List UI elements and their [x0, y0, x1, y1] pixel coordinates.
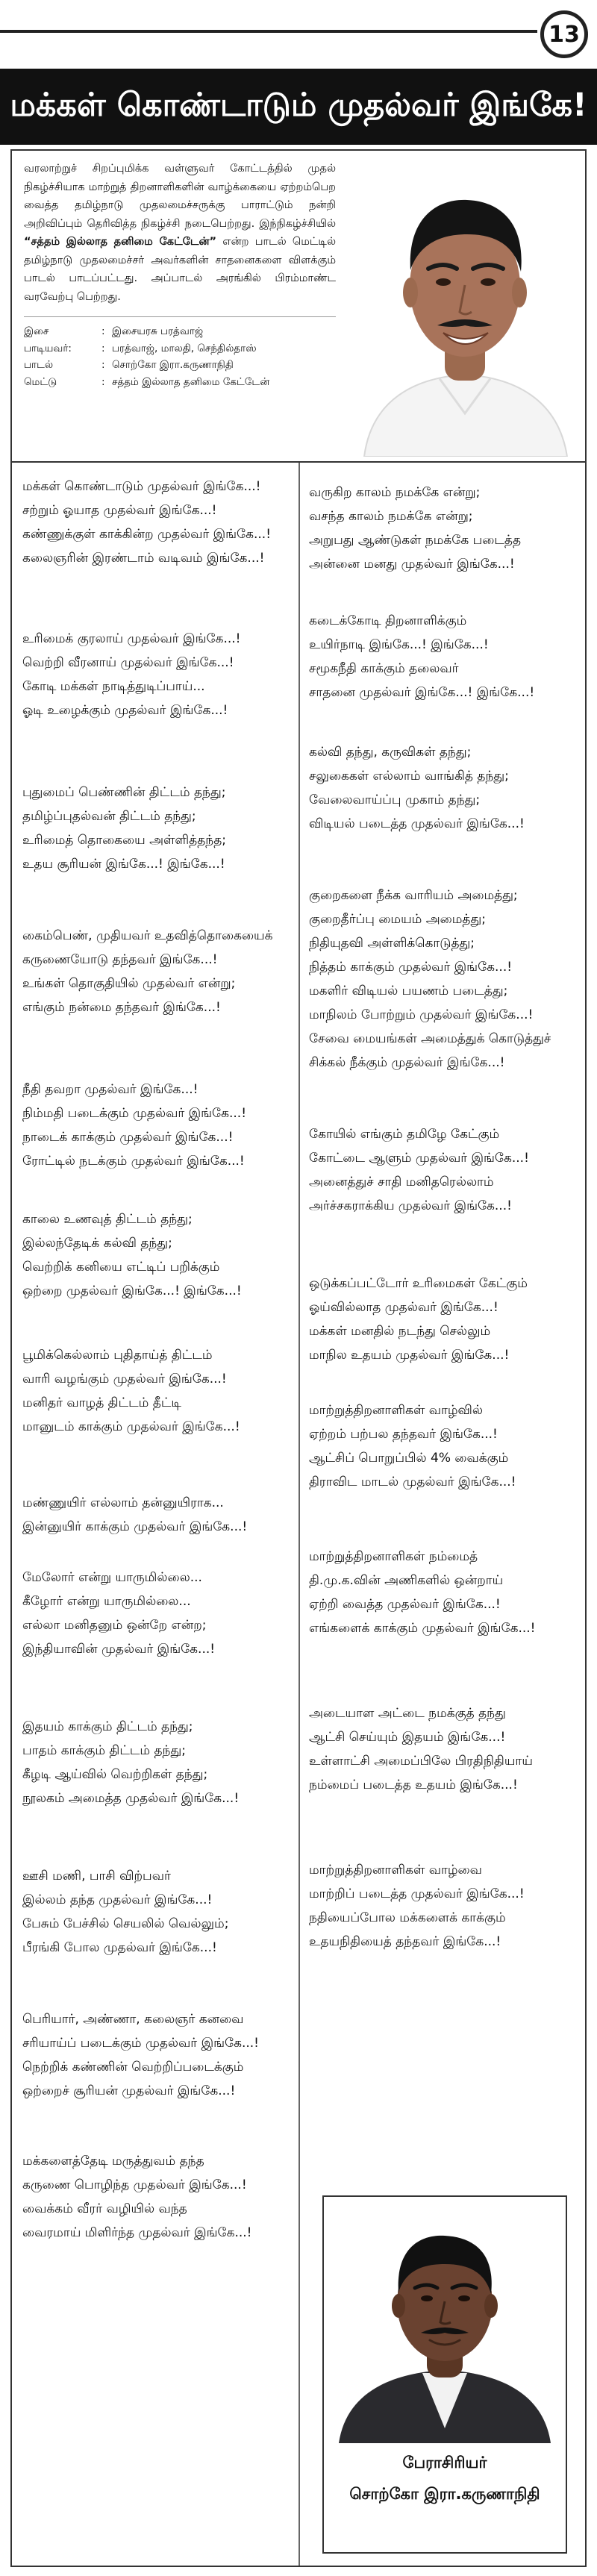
poem-line: பேசும் பேச்சில் செயலில் வெல்லும்;: [22, 1916, 229, 1931]
poem-line: எல்லா மனிதனும் ஒன்றே என்ற;: [22, 1618, 207, 1633]
poem-line: கீழோர் என்று யாருமில்லை...: [22, 1594, 191, 1609]
poem-line: கல்வி தந்து, கருவிகள் தந்து;: [309, 745, 472, 760]
poem-line: பாதம் காக்கும் திட்டம் தந்து;: [22, 1743, 186, 1758]
poem-line: கருணை பொழிந்த முதல்வர் இங்கே...!: [22, 2178, 247, 2192]
poem-stanza: [22, 1566, 293, 1661]
poem-line: சற்றும் ஓயாத முதல்வர் இங்கே...!: [22, 503, 217, 518]
poem-line: நித்தம் காக்கும் முதல்வர் இங்கே...!: [309, 960, 513, 975]
credit-row: [24, 374, 336, 391]
poem-line: மேலோர் என்று யாருமில்லை...: [22, 1570, 202, 1585]
poem-stanza: [22, 1864, 293, 1960]
poem-line: திராவிட மாடல் முதல்வர் இங்கே...!: [309, 1475, 516, 1489]
poem-stanza: [309, 1398, 579, 1494]
poem-line: மனிதர் வாழத் திட்டம் தீட்டி: [22, 1395, 181, 1410]
poem-line: ஆட்சி செய்யும் இதயம் இங்கே...!: [309, 1730, 506, 1745]
poem-stanza: [309, 1122, 579, 1218]
poem-stanza: [22, 2149, 293, 2245]
poem-line: எங்கும் நன்மை தந்தவர் இங்கே...!: [22, 1000, 221, 1015]
poem-line: இல்லம் தந்த முதல்வர் இங்கே...!: [22, 1892, 213, 1907]
poem-line: கோட்டை ஆளும் முதல்வர் இங்கே...!: [309, 1151, 529, 1166]
chief-minister-photo: [349, 160, 581, 457]
poem-line: சிக்கல் நீக்கும் முதல்வர் இங்கே...!: [309, 1055, 505, 1070]
poem-line: வேலைவாய்ப்பு முகாம் தந்து;: [309, 793, 481, 807]
intro-text-part: வரலாற்றுச் சிறப்புமிக்க வள்ளுவர் கோட்டத்தில் முதல் நிகழ்ச்சியாக மாற்றுத் திறனாளிகளின் வாழ்க்கையை ஏற்றம்பெற வைத்த தமிழ்நாடு முதலமைச்சருக்கு பாராட்டும் நன்றி அறிவிப்பும் தெரிவித்த நிகழ்ச்சி நடைபெற்றது. இந்நிகழ்ச்சியில்: [24, 163, 336, 230]
poem-line: வைக்கம் வீரர் வழியில் வந்த: [22, 2201, 187, 2216]
page-header: [0, 0, 597, 66]
poem-line: வசந்த காலம் நமக்கே என்று;: [309, 509, 473, 524]
credit-value: சொற்கோ இரா.கருணாநிதி: [112, 359, 234, 371]
poem-line: கீழடி ஆய்வில் வெற்றிகள் தந்து;: [22, 1767, 208, 1782]
poem-line: ஏற்றி வைத்த முதல்வர் இங்கே...!: [309, 1597, 501, 1612]
poem-line: ஓடி உழைக்கும் முதல்வர் இங்கே...!: [22, 703, 228, 718]
poem-line: ஒற்றை முதல்வர் இங்கே...! இங்கே...!: [22, 1284, 242, 1298]
author-title: பேராசிரியர்: [402, 2454, 487, 2472]
credit-separator: :: [101, 359, 105, 371]
poem-stanza: [22, 1207, 293, 1303]
poem-stanza: [309, 1701, 579, 1797]
poem-line: இந்தியாவின் முதல்வர் இங்கே...!: [22, 1642, 216, 1657]
poem-line: உரிமைத் தொகையை அள்ளித்தந்த;: [22, 833, 226, 848]
poem-line: நம்மைப் படைத்த உதயம் இங்கே...!: [309, 1778, 518, 1792]
poem-line: அறுபது ஆண்டுகள் நமக்கே படைத்த: [309, 533, 522, 548]
credit-value: இசையரசு பரத்வாஜ்: [112, 325, 204, 337]
poem-stanza: [309, 481, 579, 576]
poem-line: ஒடுக்கப்பட்டோர் உரிமைகள் கேட்கும்: [309, 1276, 528, 1291]
poem-stanza: [22, 2007, 293, 2103]
credit-value: சத்தம் இல்லாத தனிமை கேட்டேன்: [112, 375, 270, 388]
song-credits: [24, 316, 336, 390]
poem-line: நூலகம் அமைத்த முதல்வர் இங்கே...!: [22, 1791, 240, 1806]
poem-line: சரியாய்ப் படைக்கும் முதல்வர் இங்கே...!: [22, 2036, 259, 2051]
poem-line: மாற்றிப் படைத்த முதல்வர் இங்கே...!: [309, 1886, 525, 1901]
poem-line: உள்ளாட்சி அமைப்பிலே பிரதிநிதியாய்: [309, 1754, 533, 1769]
poem-stanza: [22, 627, 293, 722]
credit-separator: :: [101, 375, 105, 388]
credit-separator: :: [101, 342, 105, 354]
poem-line: எங்களைக் காக்கும் முதல்வர் இங்கே...!: [309, 1621, 536, 1636]
poem-line: மாற்றுத்திறனாளிகள் வாழ்வில்: [309, 1403, 483, 1418]
poem-line: அர்ச்சகராக்கிய முதல்வர் இங்கே...!: [309, 1198, 512, 1213]
poem-line: அடையாள அட்டை நமக்குத் தந்து: [309, 1706, 506, 1721]
poem-stanza: [22, 1078, 293, 1173]
page-number: 13: [540, 10, 588, 58]
poem-line: சாதனை முதல்வர் இங்கே...! இங்கே...!: [309, 685, 535, 700]
intro-box: [16, 154, 343, 460]
intro-text-part: என்ற பாடல் மெட்டில் தமிழ்நாடு முதலமைச்சர் அவர்களின் சாதனைகளை விளக்கும் பாடல் பாடப்பட்டது. அப்பாடல் அரங்கில் பிரம்மாண்ட வரவேற்பு பெற்றது.: [24, 236, 336, 303]
poem-line: மகளிர் விடியல் பயணம் படைத்து;: [309, 984, 508, 998]
poem-line: தமிழ்ப்புதல்வன் திட்டம் தந்து;: [22, 809, 196, 824]
author-portrait-illustration: [331, 2204, 558, 2443]
poem-line: வைரமாய் மிளிர்ந்த முதல்வர் இங்கே...!: [22, 2225, 252, 2240]
credit-label: இசை: [24, 325, 49, 337]
poem-stanza: [309, 1858, 579, 1954]
poem-line: கலைஞரின் இரண்டாம் வடிவம் இங்கே...!: [22, 551, 265, 566]
poem-line: அனைத்துச் சாதி மனிதரெல்லாம்: [309, 1175, 494, 1189]
poem-stanza: [309, 609, 579, 704]
poem-line: சலுகைகள் எல்லாம் வாங்கித் தந்து;: [309, 769, 509, 784]
portrait-illustration: [349, 160, 581, 457]
poem-line: பீரங்கி போல முதல்வர் இங்கே...!: [22, 1940, 217, 1955]
intro-song-name: “சத்தம் இல்லாத தனிமை கேட்டேன்”: [24, 236, 217, 248]
poem-line: ஊசி மணி, பாசி விற்பவர்: [22, 1869, 171, 1883]
poem-line: பெரியார், அண்ணா, கலைஞர் கனவை: [22, 2012, 244, 2027]
author-name: சொற்கோ இரா.கருணாநிதி: [349, 2485, 540, 2503]
poem-line: குறைதீர்ப்பு மையம் அமைத்து;: [309, 912, 486, 927]
poem-line: மக்கள் கொண்டாடும் முதல்வர் இங்கே...!: [22, 479, 261, 494]
poem-line: நதியைப்போல மக்களைக் காக்கும்: [309, 1910, 506, 1925]
credit-label: பாடல்: [24, 359, 54, 371]
poem-line: நிம்மதி படைக்கும் முதல்வர் இங்கே...!: [22, 1106, 247, 1121]
poem-stanza: [309, 740, 579, 836]
poem-line: நிதியுதவி அள்ளிக்கொடுத்து;: [309, 936, 475, 951]
poem-line: ஆட்சிப் பொறுப்பில் 4% வைக்கும்: [309, 1451, 509, 1466]
poem-line: நீதி தவறா முதல்வர் இங்கே...!: [22, 1082, 199, 1097]
credit-label: பாடியவர்:: [24, 342, 72, 354]
poem-line: காலை உணவுத் திட்டம் தந்து;: [22, 1212, 193, 1227]
poem-line: மாற்றுத்திறனாளிகள் வாழ்வை: [309, 1863, 482, 1878]
poem-line: ஓய்வில்லாத முதல்வர் இங்கே...!: [309, 1300, 498, 1315]
poem-line: சேவை மையங்கள் அமைத்துக் கொடுத்துச்: [309, 1031, 551, 1046]
column-divider: [298, 463, 300, 2566]
poem-line: குறைகளை நீக்க வாரியம் அமைத்து;: [309, 888, 518, 903]
poem-line: உங்கள் தொகுதியில் முதல்வர் என்று;: [22, 976, 236, 991]
poem-line: இன்னுயிர் காக்கும் முதல்வர் இங்கே...!: [22, 1519, 248, 1534]
poem-stanza: [309, 884, 579, 1075]
poem-stanza: [22, 781, 293, 876]
poem-stanza: [22, 1343, 293, 1439]
headline-title: மக்கள் கொண்டாடும் முதல்வர் இங்கே!: [10, 86, 587, 124]
intro-paragraph: [24, 160, 336, 306]
credit-row: [24, 323, 336, 340]
poem-line: மாநிலம் போற்றும் முதல்வர் இங்கே...!: [309, 1007, 534, 1022]
credit-label: மெட்டு: [24, 375, 57, 388]
poem-line: இல்லந்தேடிக் கல்வி தந்து;: [22, 1236, 172, 1251]
poem-line: உரிமைக் குரலாய் முதல்வர் இங்கே...!: [22, 631, 241, 646]
poem-line: விடியல் படைத்த முதல்வர் இங்கே...!: [309, 816, 525, 831]
poem-stanza: [309, 1545, 579, 1640]
poem-line: வாரி வழங்கும் முதல்வர் இங்கே...!: [22, 1372, 227, 1387]
poem-line: ஒற்றைச் சூரியன் முதல்வர் இங்கே...!: [22, 2083, 236, 2098]
poem-line: மானுடம் காக்கும் முதல்வர் இங்கே...!: [22, 1419, 240, 1434]
poem-line: கடைக்கோடி திறனாளிக்கும்: [309, 613, 467, 628]
poem-stanza: [22, 475, 293, 570]
poem-stanza: [22, 1715, 293, 1810]
header-rule: [0, 30, 537, 33]
poem-line: ஏற்றம் பற்பல தந்தவர் இங்கே...!: [309, 1427, 498, 1442]
poem-line: கருணையோடு தந்தவர் இங்கே...!: [22, 952, 218, 967]
poem-line: கோடி மக்கள் நாடித்துடிப்பாய்...: [22, 679, 205, 694]
poem-line: புதுமைப் பெண்ணின் திட்டம் தந்து;: [22, 785, 226, 800]
poem-line: மக்களைத்தேடி மருத்துவம் தந்த: [22, 2154, 204, 2169]
poem-line: கைம்பெண், முதியவர் உதவித்தொகையைக்: [22, 928, 273, 943]
poem-line: வருகிற காலம் நமக்கே என்று;: [309, 485, 481, 500]
poem-line: உயிர்நாடி இங்கே...! இங்கே...!: [309, 637, 489, 652]
credit-separator: :: [101, 325, 105, 337]
poem-line: கோயில் எங்கும் தமிழே கேட்கும்: [309, 1127, 500, 1142]
poem-line: உதயநிதியைத் தந்தவர் இங்கே...!: [309, 1934, 501, 1949]
poem-stanza: [309, 1272, 579, 1367]
poem-line: கண்ணுக்குள் காக்கின்ற முதல்வர் இங்கே...!: [22, 527, 272, 542]
poem-line: ரோட்டில் நடக்கும் முதல்வர் இங்கே...!: [22, 1154, 245, 1169]
poem-line: வெற்றி வீரனாய் முதல்வர் இங்கே...!: [22, 655, 234, 670]
credit-row: [24, 340, 336, 357]
poem-line: வெற்றிக் கனியை எட்டிப் பறிக்கும்: [22, 1260, 220, 1275]
poem-line: அன்னை மனது முதல்வர் இங்கே...!: [309, 557, 515, 572]
credit-value: பரத்வாஜ், மாலதி, செந்தில்தாஸ்: [112, 342, 257, 354]
poem-line: நெற்றிக் கண்ணின் வெற்றிப்படைக்கும்: [22, 2060, 244, 2075]
headline-banner: [0, 69, 597, 145]
poem-line: மக்கள் மனதில் நடந்து செல்லும்: [309, 1324, 491, 1339]
author-box: [322, 2195, 567, 2554]
poem-line: சமூகநீதி காக்கும் தலைவர்: [309, 661, 459, 676]
poem-stanza: [22, 1491, 293, 1539]
poem-line: நாடைக் காக்கும் முதல்வர் இங்கே...!: [22, 1130, 234, 1145]
poem-line: இதயம் காக்கும் திட்டம் தந்து;: [22, 1719, 193, 1734]
author-photo: [331, 2204, 558, 2443]
poem-line: உதய சூரியன் இங்கே...! இங்கே...!: [22, 857, 225, 872]
poem-line: மண்ணுயிர் எல்லாம் தன்னுயிராக...: [22, 1495, 224, 1510]
credit-row: [24, 357, 336, 374]
poem-line: தி.மு.க.வின் அணிகளில் ஒன்றாய்: [309, 1573, 504, 1588]
poem-stanza: [22, 924, 293, 1019]
poem-line: மாநில உதயம் முதல்வர் இங்கே...!: [309, 1348, 510, 1363]
poem-line: மாற்றுத்திறனாளிகள் நம்மைத்: [309, 1549, 478, 1564]
poem-line: பூமிக்கெல்லாம் புதிதாய்த் திட்டம்: [22, 1348, 213, 1363]
